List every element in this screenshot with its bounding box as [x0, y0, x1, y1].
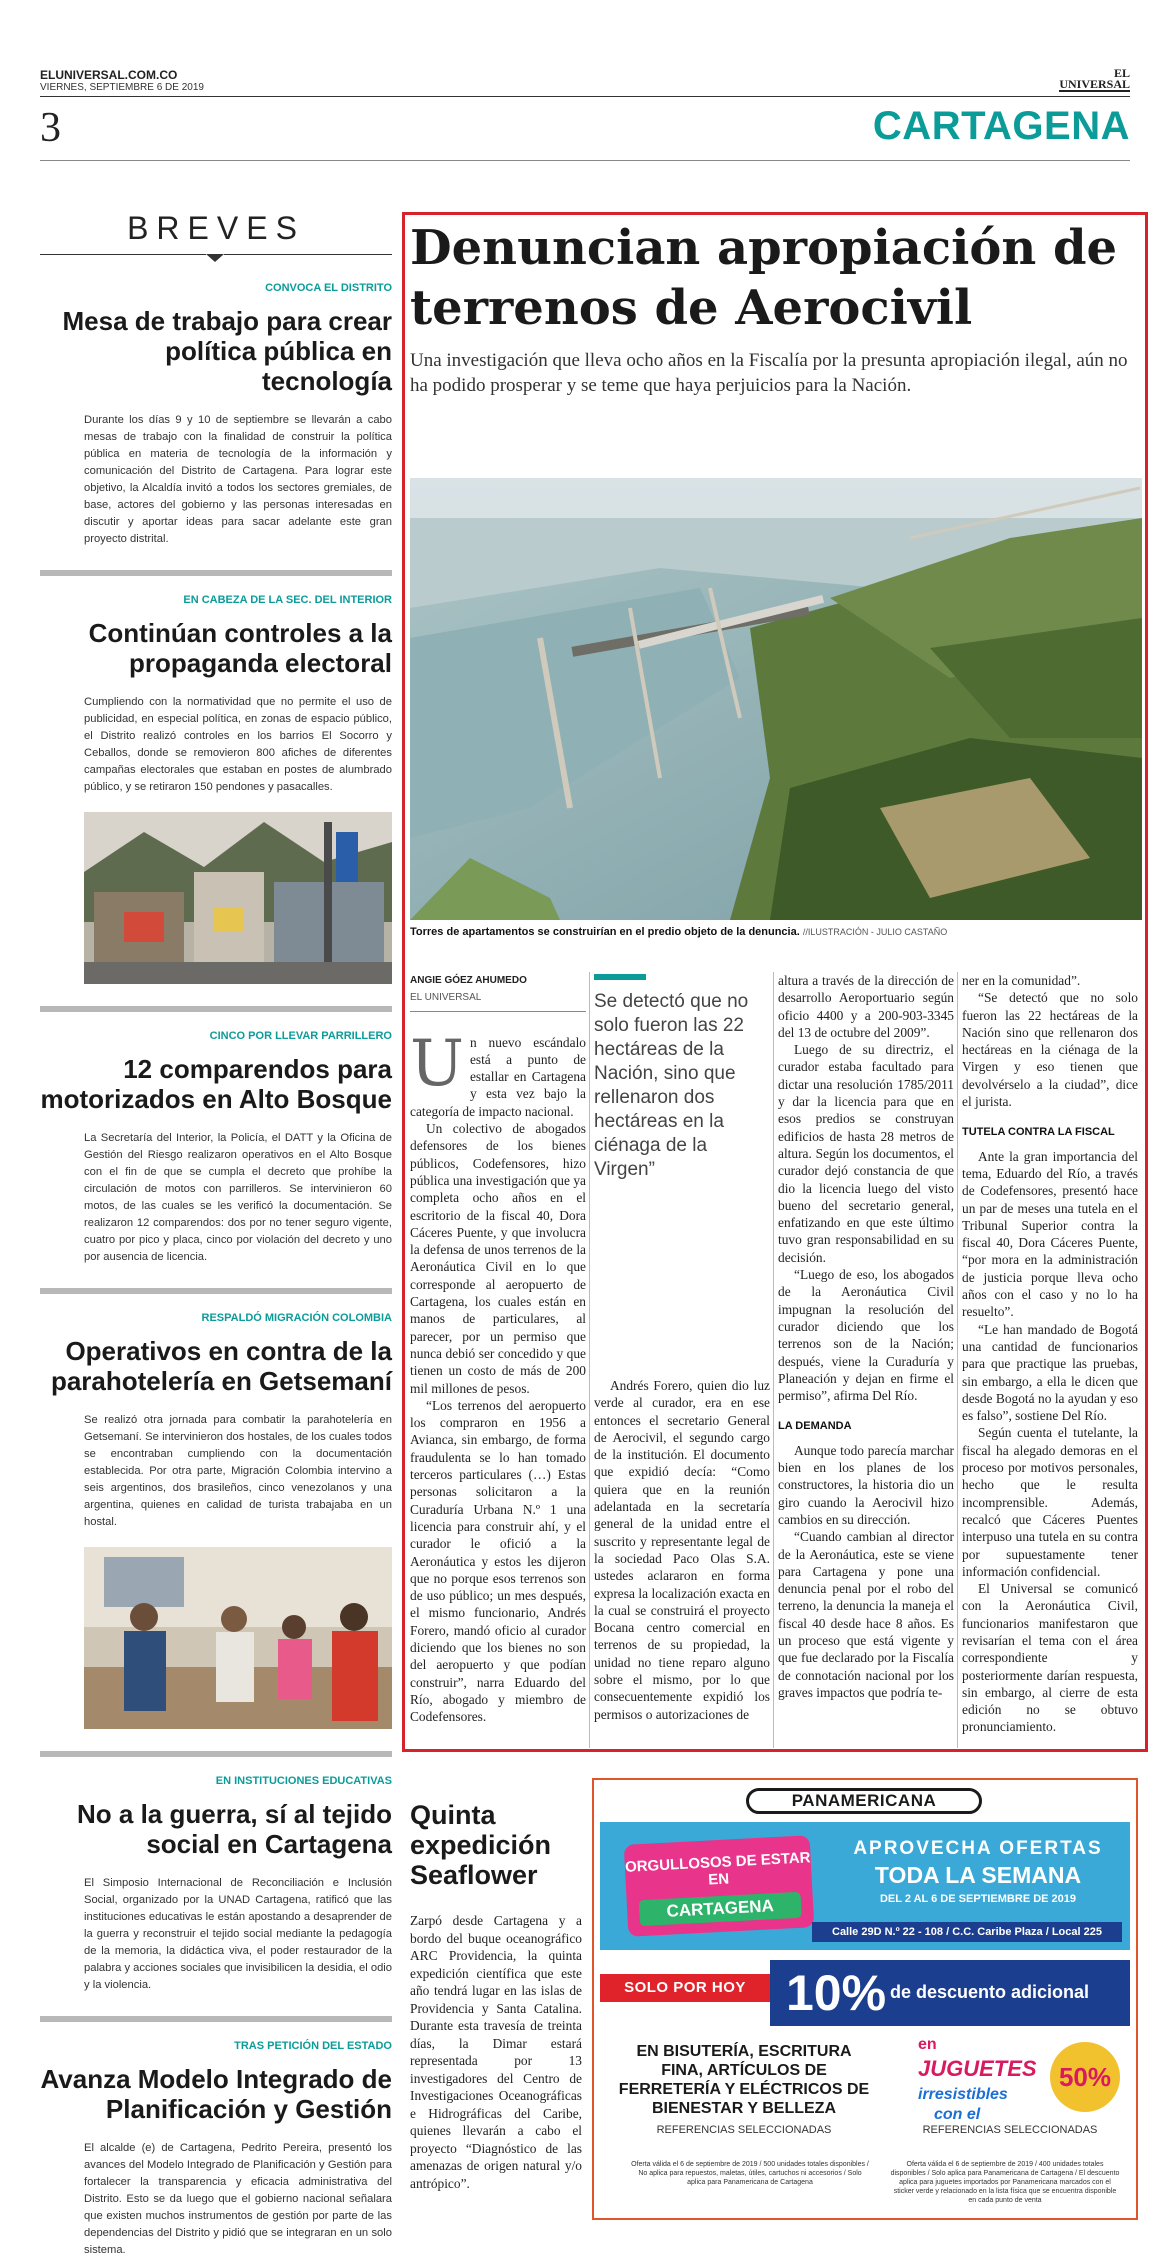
breve-item — [40, 1775, 392, 1994]
top-rule — [40, 96, 1130, 97]
breves-rule — [40, 254, 392, 268]
discount-percent: 10% — [786, 1965, 887, 2021]
breve-separator — [40, 570, 392, 576]
breve-text: Durante los días 9 y 10 de septiembre se llevarán a cabo mesas de trabajo con la finalidad de construir la política pública en materia de tecnología de la información y comunicación del Distrito de Cartagena. Para lograr este objetivo, la Alcaldía invitó a todos los sectores gremiales, de base, actores del gobierno y las personas interesadas en discutir y aportar ideas para sacar adelante este gran proyecto distrital. — [84, 414, 392, 545]
badge-line2: CARTAGENA — [639, 1892, 802, 1926]
breve-separator — [40, 2016, 392, 2022]
breve-item — [40, 1030, 392, 1266]
masthead — [40, 68, 1130, 94]
pullquote — [594, 974, 764, 1182]
paragraph: “Luego de eso, los abogados de la Aeronáutica Civil impugnan la resolución del curador diciendo que los terrenos son de la Nación; después, viene la Curaduría y Planeación y dejan en firme el permiso”, afirma Del Río. — [778, 1267, 954, 1404]
column-rule — [773, 972, 774, 1748]
fifty-percent-badge: 50% — [1050, 2042, 1120, 2112]
breve-headline: Mesa de trabajo para crear política pública en tecnología — [62, 306, 392, 396]
breve-item — [40, 1312, 392, 1729]
breve-text: La Secretaría del Interior, la Policía, el DATT y la Oficina de Gestión del Riesgo realizaron operativos en el Alto Bosque con el fin de que se cumpla el decreto que prohíbe la circulación de motos con parrilleros. Se intervinieron 60 motos, de las cuales se les verificó la documentación. Se realizaron 12 comparendos: dos por no tener seguro vigente, cuatro por pico y placa, cinco por violación del decreto y uno por ausencia de licencia. — [84, 1132, 392, 1263]
paragraph: Andrés Forero, quien dio luz verde al curador, era en ese entonces el secretario General de Aerocivil, el segundo cargo de la institución. El documento que expidió decía: “Como quiera que en la reunión adelantada en la secretaría general de la unidad entre el suscrito y representante legal de la sociedad Paco Olas S.A. ustedes aclararon en forma expresa la localización exacta en la cual se construirá el proyecto Bocana centro comercial en terrenos de su propiedad, la unidad no tiene reparo alguno sobre el mismo, por lo que consecuentemente expidió los permisos o autorizaciones de — [594, 1378, 770, 1722]
ad-left-offer — [614, 2042, 874, 2136]
subhead-tutela: TUTELA CONTRA LA FISCAL — [962, 1126, 1115, 1139]
page-number: 3 — [40, 105, 61, 151]
breves-title: BREVES — [127, 210, 305, 246]
subhead-la-demanda: LA DEMANDA — [778, 1420, 852, 1433]
breve-headline: Operativos en contra de la parahotelería en Getsemaní — [50, 1336, 392, 1396]
byline-outlet: EL UNIVERSAL — [410, 989, 586, 1011]
aerial-photo-icon — [410, 478, 1142, 920]
paragraph: Luego de su directriz, el curador estaba facultado para dictar una resolución 1785/2011 y dar la licencia para que en esos predios se construyan edificios de hasta 28 metros de altura. Según los documentos, el curador dejó constancia de que dio la licencia luego del visto bueno del secretario general, enfatizando en que este último tuvo gran responsabilidad en su decisión. — [778, 1042, 954, 1265]
store-address: Calle 29D N.º 22 - 108 / C.C. Caribe Plaza / Local 225 — [812, 1922, 1122, 1942]
breve-kicker: TRAS PETICIÓN DEL ESTADO — [234, 2040, 392, 2052]
fine-print-left: Oferta válida el 6 de septiembre de 2019 / 500 unidades totales disponibles / No aplica para repuestos, maletas, útiles, cartuchos ni accesorios / Solo aplica para Panamericana de Cartagena — [631, 2161, 869, 2186]
breve-photo-propaganda — [84, 812, 392, 984]
breve-text: Se realizó otra jornada para combatir la parahotelería en Getsemaní. Se intervinieron dos hostales, de los cuales todos se encontraban cumpliendo con la documentación establecida. Por otra parte, Migración Colombia intervino a seis argentinos, dos brasileños, cinco venezolanos y una argentina, quienes en calidad de turista trabajaba en un hostal. — [84, 1414, 392, 1528]
breve-headline: Continúan controles a la propaganda electoral — [88, 618, 392, 678]
caption-text: Torres de apartamentos se construirían en el predio objeto de la denuncia. — [410, 926, 800, 938]
pullquote-text: Se detectó que no solo fueron las 22 hectáreas de la Nación, sino que rellenaron dos hectáreas en la ciénaga de la Virgen” — [594, 991, 749, 1180]
section-rule — [40, 160, 1130, 161]
breve-separator — [40, 1751, 392, 1757]
paragraph: Según cuenta el tutelante, la fiscal ha alegado demoras en el proceso por motivos personales, hecho que le resulta incomprensible. Además, recalcó que Cáceres Puentes interpuso una tutela en su contra por supuestamente tener información confidencial. — [962, 1425, 1138, 1579]
breve-item — [40, 2040, 392, 2259]
article-column-2 — [594, 1377, 770, 1723]
breve-item — [40, 594, 392, 984]
breve-headline: No a la guerra, sí al tejido social en Cartagena — [77, 1799, 392, 1859]
badge-line1: ORGULLOSOS DE ESTAR EN — [624, 1849, 811, 1889]
left-offer-ref: REFERENCIAS SELECCIONADAS — [656, 2124, 832, 2136]
brand-bottom: UNIVERSAL — [1059, 77, 1130, 91]
breve-text: El Simposio Internacional de Reconciliación e Inclusión Social, organizado por la UNAD Cartagena, ratificó que las instituciones educativas le están apostando a desaprender de la guerra y reconstruir el tejido social mediante la pedagogía de la memoria, la didáctica viva, el poder restaurador de la palabra y acciones sociales que invisibilicen la desidia, el odio y la violencia. — [84, 1877, 392, 1991]
issue-date: VIERNES, SEPTIEMBRE 6 DE 2019 — [40, 82, 204, 93]
breve-separator — [40, 1288, 392, 1294]
column-rule — [589, 972, 590, 1748]
paragraph: “Cuando cambian al director de la Aeronáutica, este se viene para Cartagena y pone una denuncia penal por el robo del terreno, la denuncia la maneja el fiscal 40 desde hace 8 años. Es un proceso que está vigente y que fue declarado por la Fiscalía de connotación nacional por los graves impactos que podría te- — [778, 1529, 954, 1700]
paragraph: ner en la comunidad”. — [962, 973, 1081, 988]
article-deck: Una investigación que lleva ocho años en la Fiscalía por la presunta apropiación ilegal, aún no ha podido prosperar y se teme que haya perjuicios para la Nación. — [410, 350, 1128, 396]
street-photo-icon — [84, 812, 392, 984]
photo-caption — [410, 926, 1140, 938]
site-url: ELUNIVERSAL.COM.CO — [40, 68, 178, 82]
breve-kicker: EN INSTITUCIONES EDUCATIVAS — [215, 1775, 392, 1787]
paragraph: altura a través de la dirección de desarrollo Aeroportuario según oficio 4400 y a 200-903-3345 del 13 de octubre del 2009”. — [778, 973, 954, 1040]
breves-sidebar — [40, 210, 392, 2259]
article-column-3 — [778, 972, 954, 1701]
right-en: en — [918, 2036, 937, 2053]
people-photo-icon — [84, 1547, 392, 1729]
paragraph: El Universal se comunicó con la Aeronáutica Civil, funcionarios manifestaron que revisarían el tema con el área correspondiente y posteriormente darían respuesta, sin embargo, al cierre de esta edición no se obtuvo pronunciamiento. — [962, 1581, 1138, 1735]
fine-print-right: Oferta válida el 6 de septiembre de 2019 / 400 unidades totales disponibles / Solo aplica para Panamericana de Cartagena / El descuento aplica para juguetes importados por Panamericana marcados con el sticker verde y relacionado en la lista física que se encuentra disponible en cada punto de venta — [890, 2161, 1120, 2204]
breve-kicker: CINCO POR LLEVAR PARRILLERO — [209, 1030, 392, 1042]
breve-kicker: RESPALDÓ MIGRACIÓN COLOMBIA — [201, 1312, 392, 1324]
article-headline: Denuncian apropiación de terrenos de Aerocivil — [410, 220, 1118, 336]
photo-credit: //ILUSTRACIÓN - JULIO CASTAÑO — [802, 927, 948, 937]
article-column-1 — [410, 972, 586, 1725]
right-juguetes: JUGUETES — [918, 2056, 1037, 2081]
drop-cap: U — [410, 1026, 464, 1101]
offer-line1: APROVECHA OFERTAS — [853, 1838, 1103, 1859]
newspaper-logo — [1059, 68, 1130, 92]
article-column-4 — [962, 972, 1138, 1736]
left-offer-text: EN BISUTERÍA, ESCRITURA FINA, ARTÍCULOS DE FERRETERÍA Y ELÉCTRICOS DE BIENESTAR Y BELLEZA — [618, 2043, 870, 2117]
discount-strip — [600, 1960, 1130, 2026]
discount-text: de descuento adicional — [890, 1982, 1090, 2002]
ad-right-offer — [890, 2032, 1130, 2140]
solo-por-hoy-label: SOLO POR HOY — [600, 1974, 770, 2002]
breve-headline: Avanza Modelo Integrado de Planificación y Gestión — [40, 2064, 392, 2124]
breve-text: Cumpliendo con la normatividad que no permite el uso de publicidad, en especial política, en zonas de espacio público, el Distrito realizó controles en los barrios El Socorro y Ceballos, donde se removieron 800 afiches de diferentes campañas electorales que estaban en postes de alumbrado público, y se retiraron 150 pendones y pasacalles. — [84, 696, 392, 793]
byline-author: ANGIE GÓEZ AHUMEDO — [410, 975, 527, 986]
breve-kicker: EN CABEZA DE LA SEC. DEL INTERIOR — [183, 594, 392, 606]
breve-item — [40, 282, 392, 548]
panamericana-logo: PANAMERICANA — [746, 1788, 982, 1814]
ad-banner — [600, 1822, 1130, 1950]
quinta-expedicion-story — [410, 1800, 582, 2192]
quinta-text: Zarpó desde Cartagena y a bordo del buque oceanográfico ARC Providencia, la quinta expedición científica que este año tendrá lugar en las islas de Providencia y Santa Catalina. Durante esta travesía de treinta días, la Dimar estará representada por 13 investigadores del Centro de Investigaciones Oceanográficas e Hidrográficas del Caribe, quienes llevarán a cabo el proyecto “Diagnóstico de las amenazas de origen natural y/o antrópico”. — [410, 1913, 582, 2191]
paragraph: “Le han mandado de Bogotá una cantidad de funcionarios para que practique las pruebas, sin embargo, a ella le dicen que desde Bogotá no la ayudan y eso es falso”, sostiene Del Río. — [962, 1321, 1138, 1424]
offer-dates: DEL 2 AL 6 DE SEPTIEMBRE DE 2019 — [879, 1893, 1077, 1905]
orgullosos-badge — [624, 1835, 815, 1937]
breve-photo-operativo — [84, 1547, 392, 1729]
paragraph: “Se detectó que no solo fueron las 22 hectáreas de la Nación sino que rellenaron dos hectáreas en la ciénaga de la Virgen y eso tienen que devolvérselo a la ciudad”, dice el jurista. — [962, 990, 1138, 1110]
breve-text: El alcalde (e) de Cartagena, Pedrito Pereira, presentó los avances del Modelo Integrado de Planificación y Gestión para fortalecer la transparencia y eficacia administrativa del Distrito. Esto se da luego que el gobierno nacional señalara que existen muchos instrumentos de gestión por parte de las dependencias del Distrito y pidió que se integraran en un solo sistema. — [84, 2142, 392, 2256]
section-title: CARTAGENA — [872, 104, 1130, 148]
right-con-el: con el — [934, 2106, 981, 2123]
right-offer-ref: REFERENCIAS SELECCIONADAS — [922, 2124, 1098, 2136]
pullquote-bar — [594, 974, 646, 980]
offer-block — [838, 1838, 1118, 1905]
paragraph: Aunque todo parecía marchar bien en los planes de los constructores, la historia dio un giro cuando la Aerocivil hizo cambios en su dirección. — [778, 1442, 954, 1527]
panamericana-ad — [592, 1778, 1138, 2220]
breve-separator — [40, 1006, 392, 1012]
article-photo — [410, 478, 1142, 920]
column-rule — [957, 972, 958, 1748]
paragraph: Ante la gran importancia del tema, Eduardo del Río, a través de Codefensores, presentó hace un par de meses una tutela en el Tribunal Superior contra la fiscal 40, Dora Cáceres Puente, “por mora en la administración de justicia porque lleva ocho años con el caso y no lo ha resuelto”. — [962, 1148, 1138, 1320]
brand-top: EL — [1113, 66, 1130, 80]
paragraph: Un colectivo de abogados defensores de los bienes públicos, Codefensores, hizo pública una investigación que ya completa ocho años en el escritorio de la fiscal 40, Dora Cáceres Puente, y que involucra la defensa de unos terrenos de la Aeronáutica Civil en lo que corresponde al aeropuerto de Cartagena, los cuales están en manos de particulares, al parecer, por un permiso que nunca debió ser concedido y que tienen un costo de más de 200 mil millones de pesos. — [410, 1121, 586, 1396]
quinta-headline: Quinta expedición Seaflower — [410, 1800, 552, 1890]
right-irresistibles: irresistibles — [918, 2086, 1008, 2103]
offer-line2: TODA LA SEMANA — [874, 1862, 1082, 1888]
breve-headline: 12 comparendos para motorizados en Alto Bosque — [40, 1054, 392, 1114]
discount-block — [770, 1960, 1130, 2026]
paragraph: “Los terrenos del aeropuerto los compraron en 1956 a Avianca, sin embargo, de forma fraudulenta se lo han tomado terceros particulares (…) Estas personas solicitaron a la Curaduría Urbana N.º 1 una licencia para construir ahí, y el curador le ofició a la Aeronáutica y estos les dijeron que no porque esos terrenos son de uso público; un mes después, el mismo funcionario, Andrés Forero, mandó oficio al curador diciendo que los bienes no son del aeropuerto y que podían construir”, narra Eduardo del Río, abogado y miembro de Codefensores. — [410, 1397, 586, 1725]
paragraph: Un nuevo escándalo está a punto de estallar en Cartagena y esta vez bajo la categoría de impacto nacional. — [410, 1026, 586, 1119]
breve-kicker: CONVOCA EL DISTRITO — [265, 282, 392, 294]
